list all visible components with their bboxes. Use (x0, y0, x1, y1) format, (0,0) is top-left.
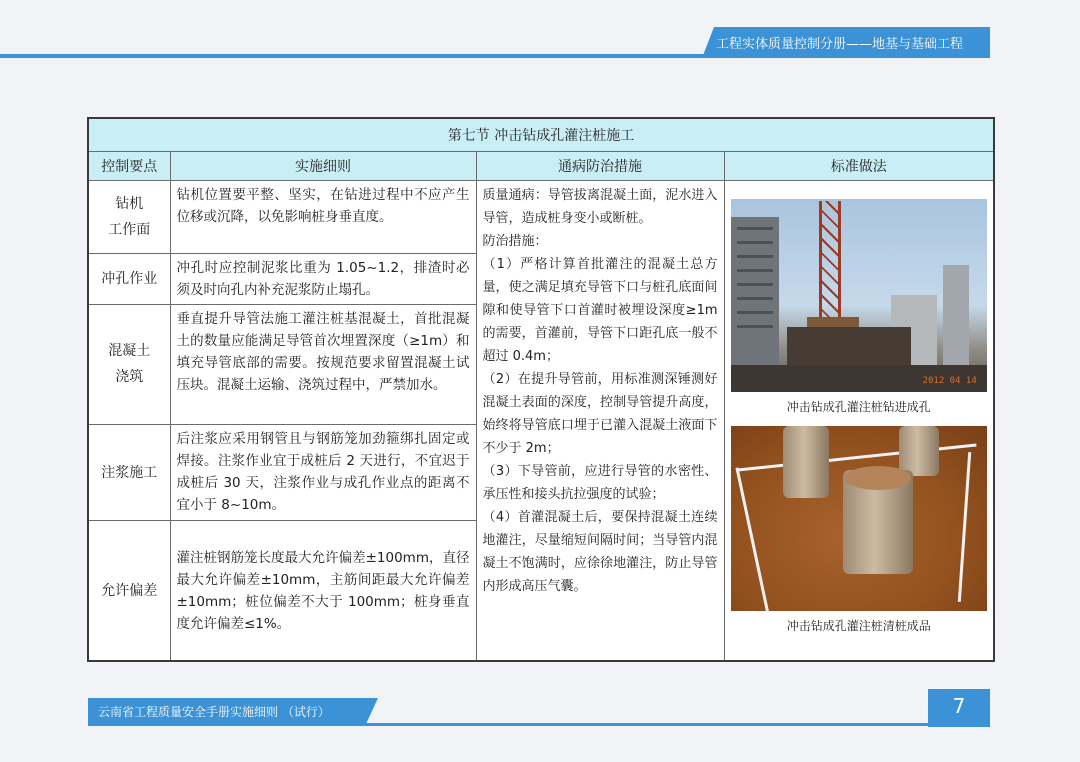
row-detail-grouting: 后注浆应采用钢管且与钢筋笼加劲箍绑扎固定或焊接。注浆作业宜于成桩后 2 天进行，不宜迟于成桩后 30 天，注浆作业与成孔作业点的距离不宜小于 8~10m。 (170, 425, 476, 521)
photo-caption-finished: 冲击钻成孔灌注桩清桩成品 (786, 618, 931, 633)
row-detail-punching: 冲孔时应控制泥浆比重为 1.05~1.2，排渣时必须及时向孔内补充泥浆防止塌孔。 (170, 253, 476, 304)
row-detail-tolerance: 灌注桩钢筋笼长度最大允许偏差±100mm，直径最大允许偏差±10mm，主筋间距最大允许偏差±10mm；桩位偏差不大于 100mm；桩身垂直度允许偏差≤1%。 (170, 521, 476, 661)
column-header-standard: 标准做法 (724, 151, 994, 180)
drilling-rig-photo (731, 199, 987, 392)
pile-shape (899, 426, 939, 476)
prevention-paragraph: （1）严格计算首批灌注的混凝土总方量，使之满足填充导管下口与桩孔底面间隙和使导管下口首灌时被埋设深度≥1m 的需要，首灌前，导管下口距孔底一般不超过 0.4m； (482, 256, 718, 364)
building-shape (943, 265, 969, 365)
prevention-paragraph: 防治措施： (482, 233, 548, 249)
marking-line (958, 452, 971, 602)
marking-line (737, 443, 976, 471)
header-title: 工程实体质量控制分册——地基与基础工程 (716, 37, 964, 52)
row-detail-concrete-pouring: 垂直提升导管法施工灌注桩基混凝土，首批混凝土的数量应能满足导管首次埋置深度（≥1m）和填充导管底部的需要。按规范要求留置混凝土试压块。混凝土运输、浇筑过程中，严禁加水。 (170, 304, 476, 424)
row-detail-drill-surface: 钻机位置要平整、坚实，在钻进过程中不应产生位移或沉降，以免影响桩身垂直度。 (170, 180, 476, 253)
column-header-detail: 实施细则 (170, 151, 476, 180)
row-point-drill-surface: 钻机 工作面 (88, 180, 170, 253)
prevention-measures (476, 180, 724, 661)
prevention-paragraph: 质量通病：导管拔离混凝土面，泥水进入导管，造成桩身变小或断桩。 (482, 187, 718, 226)
section-title: 第七节 冲击钻成孔灌注桩施工 (88, 118, 994, 151)
drill-rig-base (787, 327, 911, 367)
photo-caption-drilling: 冲击钻成孔灌注桩钻进成孔 (786, 399, 931, 414)
row-point-grouting: 注浆施工 (88, 425, 170, 521)
pile-head (845, 466, 911, 490)
page-number: 7 (952, 694, 966, 718)
row-point-concrete-pouring: 混凝土 浇筑 (88, 304, 170, 424)
footer-title: 云南省工程质量安全手册实施细则 （试行） (98, 705, 330, 719)
row-point-tolerance: 允许偏差 (88, 521, 170, 661)
construction-table (87, 117, 995, 662)
pile-shape (783, 426, 829, 498)
marking-line (735, 467, 769, 611)
building-shape (731, 217, 779, 367)
standard-practice-photos (724, 180, 994, 661)
column-header-prevention: 通病防治措施 (476, 151, 724, 180)
column-header-control-point: 控制要点 (88, 151, 170, 180)
photo-date-stamp: 2012 04 14 (922, 375, 977, 386)
row-point-punching: 冲孔作业 (88, 253, 170, 304)
prevention-paragraph: （2）在提升导管前，用标准测深锤测好混凝土表面的深度，控制导管提升高度，始终将导管底口埋于已灌入混凝土液面下不少于 2m； (482, 371, 718, 456)
prevention-paragraph: （4）首灌混凝土后，要保持混凝土连续地灌注，尽量缩短间隔时间；当导管内混凝土不饱满时，应徐徐地灌注，防止导管内形成高压气囊。 (482, 509, 718, 594)
finished-pile-photo (731, 426, 987, 611)
prevention-paragraph: （3）下导管前，应进行导管的水密性、承压性和接头抗拉强度的试验； (482, 463, 718, 502)
